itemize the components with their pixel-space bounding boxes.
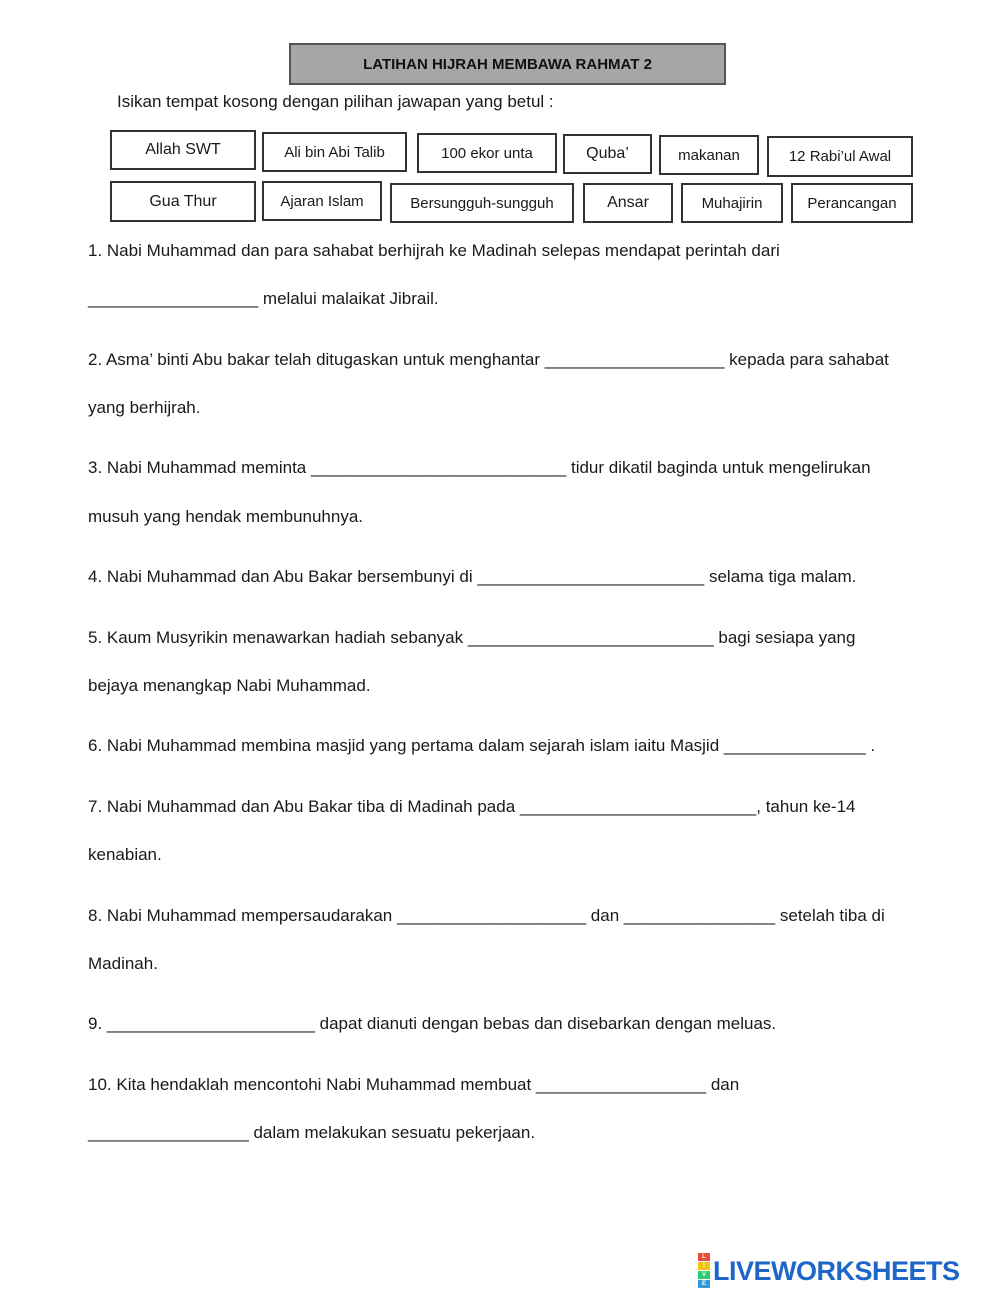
question-1-text: 1. Nabi Muhammad dan para sahabat berhijrah ke Madinah selepas mendapat perintah dari <box>88 241 780 260</box>
question-5-continuation: bejaya menangkap Nabi Muhammad. <box>88 676 371 695</box>
answer-option[interactable]: Ajaran Islam <box>262 181 382 221</box>
worksheet-title: LATIHAN HIJRAH MEMBAWA RAHMAT 2 <box>289 43 726 85</box>
question-2-continuation: yang berhijrah. <box>88 398 201 417</box>
logo-cube: L <box>698 1253 710 1261</box>
question-10-blank-line[interactable]: _________________ dalam melakukan sesuatu pekerjaan. <box>88 1123 536 1142</box>
answer-option[interactable]: Perancangan <box>791 183 913 223</box>
question-2-text[interactable]: 2. Asma’ binti Abu bakar telah ditugaskan untuk menghantar ___________________ kepada para sahabat <box>88 350 889 369</box>
answer-option[interactable]: makanan <box>659 135 759 175</box>
logo-cube: I <box>698 1262 710 1270</box>
logo-cube: E <box>698 1280 710 1288</box>
answer-option[interactable]: Ali bin Abi Talib <box>262 132 407 172</box>
question-5-text[interactable]: 5. Kaum Musyrikin menawarkan hadiah sebanyak __________________________ bagi sesiapa yang <box>88 628 856 647</box>
answer-option[interactable]: Gua Thur <box>110 181 256 222</box>
brand-name: LIVEWORKSHEETS <box>713 1255 960 1286</box>
question-8-text[interactable]: 8. Nabi Muhammad mempersaudarakan ____________________ dan ________________ setelah tiba di <box>88 906 885 925</box>
question-4-text[interactable]: 4. Nabi Muhammad dan Abu Bakar bersembunyi di ________________________ selama tiga malam. <box>88 567 857 586</box>
question-3-continuation: musuh yang hendak membunuhnya. <box>88 507 364 526</box>
logo-cubes-icon <box>698 1253 710 1289</box>
answer-option[interactable]: Ansar <box>583 183 673 223</box>
answer-option[interactable]: Allah SWT <box>110 130 256 170</box>
question-1-blank-line[interactable]: __________________ melalui malaikat Jibrail. <box>88 289 439 308</box>
question-8-continuation: Madinah. <box>88 954 158 973</box>
question-7-continuation: kenabian. <box>88 845 162 864</box>
question-3-text[interactable]: 3. Nabi Muhammad meminta ___________________________ tidur dikatil baginda untuk mengelirukan <box>88 458 871 477</box>
liveworksheets-logo <box>698 1254 960 1288</box>
answer-option[interactable]: 12 Rabi’ul Awal <box>767 136 913 177</box>
logo-cube: V <box>698 1271 710 1279</box>
answer-option[interactable]: Quba’ <box>563 134 652 174</box>
answer-option[interactable]: Muhajirin <box>681 183 783 223</box>
question-10-text[interactable]: 10. Kita hendaklah mencontohi Nabi Muhammad membuat __________________ dan <box>88 1075 740 1094</box>
question-9-text[interactable]: 9. ______________________ dapat dianuti dengan bebas dan disebarkan dengan meluas. <box>88 1014 777 1033</box>
answer-option[interactable]: Bersungguh-sungguh <box>390 183 574 223</box>
question-7-text[interactable]: 7. Nabi Muhammad dan Abu Bakar tiba di Madinah pada _________________________, tahun ke-14 <box>88 797 856 816</box>
answer-option[interactable]: 100 ekor unta <box>417 133 557 173</box>
instruction-text: Isikan tempat kosong dengan pilihan jawapan yang betul : <box>117 92 554 111</box>
question-6-text[interactable]: 6. Nabi Muhammad membina masjid yang pertama dalam sejarah islam iaitu Masjid _______________ . <box>88 736 876 755</box>
